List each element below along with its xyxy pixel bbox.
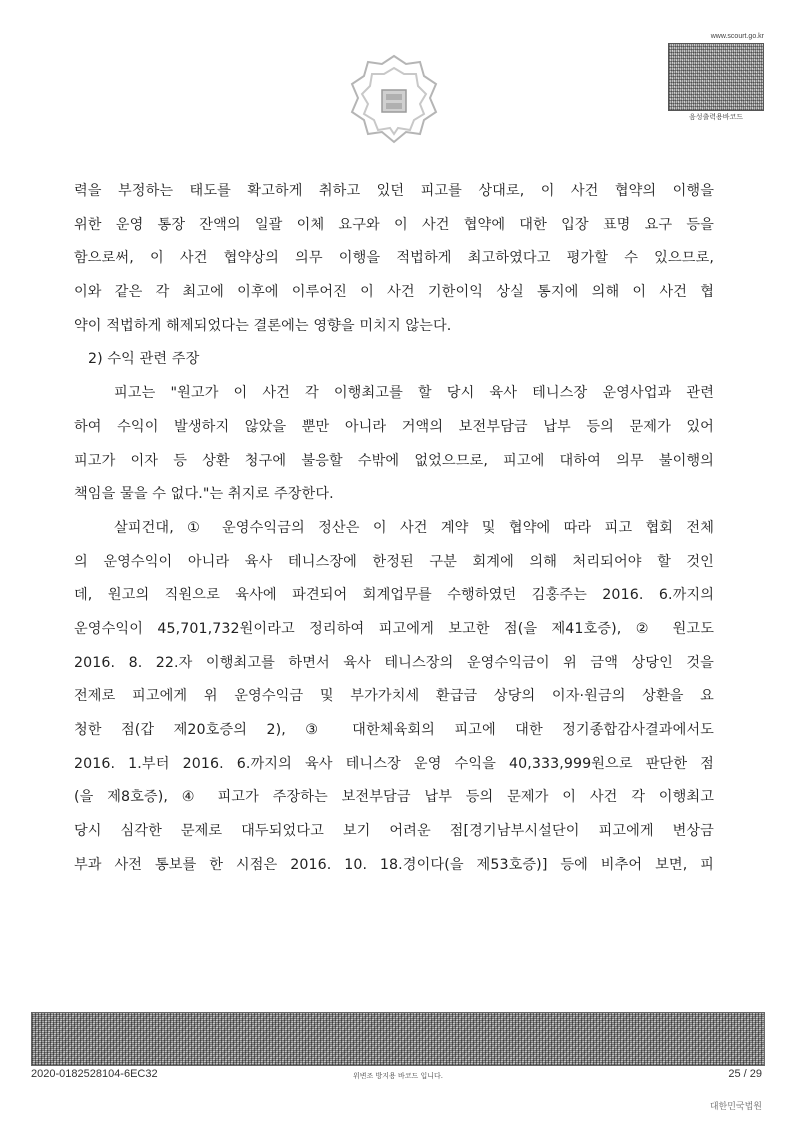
document-id: 2020-0182528104-6EC32 (31, 1068, 158, 1080)
paragraph-line: 운영수익이 45,701,732원이라고 정리하여 피고에게 보고한 점(을 제41호증), ② 원고도 (74, 620, 714, 637)
paragraph-line: 력을 부정하는 태도를 확고하게 취하고 있던 피고를 상대로, 이 사건 협약의 이행을 (74, 183, 714, 199)
anti-forgery-barcode (31, 1012, 765, 1066)
paragraph-line: 데, 원고의 직원으로 육사에 파견되어 회계업무를 수행하였던 김홍주는 2016. 6.까지의 (74, 587, 714, 604)
paragraph-line: 이와 같은 각 최고에 이후에 이루어진 이 사건 기한이익 상실 통지에 의해 이 사건 협 (74, 284, 714, 301)
paragraph-line: 전제로 피고에게 위 운영수익금 및 부가가치세 환급금 상당의 이자·원금의 상환을 요 (74, 688, 714, 705)
paragraph-line: 약이 적법하게 해제되었다는 결론에는 영향을 미치지 않는다. (74, 317, 452, 334)
paragraph-line: 살피건대, ① 운영수익금의 정산은 이 사건 계약 및 협약에 따라 피고 협회 전체 (114, 519, 714, 536)
audio-barcode-label: 음성출력용바코드 (688, 113, 744, 121)
paragraph-line: (을 제8호증), ④ 피고가 주장하는 보전부담금 납부 등의 문제가 이 사건 각 이행최고 (74, 789, 714, 806)
paragraph-line: 피고는 "원고가 이 사건 각 이행최고를 할 당시 육사 테니스장 운영사업과 관련 (114, 385, 714, 402)
site-url: www.scourt.go.kr (710, 33, 764, 40)
paragraph-line: 위한 운영 통장 잔액의 일괄 이체 요구와 이 사건 협약에 대한 입장 표명 요구 등을 (74, 216, 714, 233)
audio-barcode (668, 43, 764, 111)
paragraph-line: 당시 심각한 문제로 대두되었다고 보기 어려운 점[경기남부시설단이 피고에게 변상금 (74, 823, 714, 840)
section-heading: 2) 수익 관련 주장 (88, 351, 200, 368)
page-number: 25 / 29 (728, 1068, 762, 1080)
court-name: 대한민국법원 (709, 1102, 762, 1112)
document-body (74, 175, 714, 882)
paragraph-line: 2016. 1.부터 2016. 6.까지의 육사 테니스장 운영 수익을 40,333,999원으로 판단한 점 (74, 755, 714, 772)
paragraph-line: 청한 점(갑 제20호증의 2), ③ 대한체육회의 피고에 대한 정기종합감사결과에서도 (74, 722, 714, 738)
paragraph-line: 의 운영수익이 아니라 육사 테니스장에 한정된 구분 회계에 의해 처리되어야 할 것인 (74, 553, 714, 570)
paragraph-line: 부과 사전 통보를 한 시점은 2016. 10. 18.경이다(을 제53호증)] 등에 비추어 보면, 피 (74, 856, 714, 873)
paragraph-line: 함으로써, 이 사건 협약상의 의무 이행을 적법하게 최고하였다고 평가할 수 있으므로, (74, 250, 714, 267)
court-seal-icon (344, 50, 444, 150)
paragraph-line: 책임을 물을 수 없다."는 취지로 주장한다. (74, 486, 334, 503)
paragraph-line: 2016. 8. 22.자 이행최고를 하면서 육사 테니스장의 운영수익금이 위 금액 상당인 것을 (74, 654, 714, 671)
paragraph-line: 피고가 이자 등 상환 청구에 불응할 수밖에 없었으므로, 피고에 대하여 의무 불이행의 (74, 452, 714, 469)
paragraph-line: 하여 수익이 발생하지 않았을 뿐만 아니라 거액의 보전부담금 납부 등의 문제가 있어 (74, 418, 714, 435)
anti-forgery-note: 위변조 방지용 바코드 입니다. (352, 1072, 444, 1080)
